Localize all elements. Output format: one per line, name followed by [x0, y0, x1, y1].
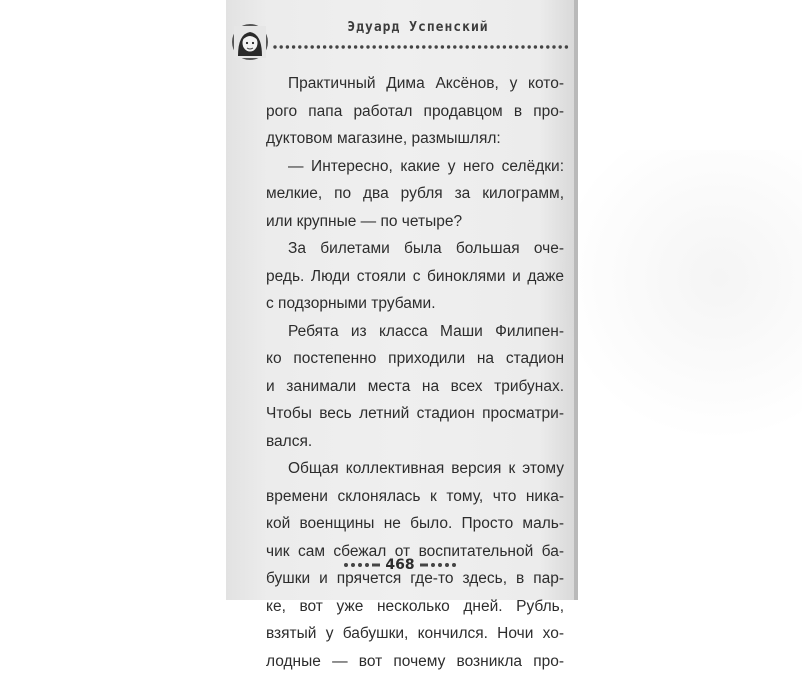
text-line: редь. Люди стояли с биноклями и даже: [266, 263, 564, 291]
text-line: вался.: [266, 428, 564, 456]
book-page: [226, 0, 574, 600]
text-line: лодные — вот почему возникла про-: [266, 648, 564, 675]
text-line: ко постепенно приходили на стадион: [266, 345, 564, 373]
running-header: [226, 0, 574, 62]
show-through-illustration: [526, 150, 802, 470]
text-line: Ребята из класса Маши Филипен-: [266, 318, 564, 346]
text-line: дуктовом магазине, размышлял:: [266, 125, 564, 153]
body-text: [266, 70, 564, 675]
text-line: чик сам сбежал от воспитательной ба-: [266, 538, 564, 566]
text-line: За билетами была большая оче-: [266, 235, 564, 263]
page-edge-shadow: [574, 0, 578, 600]
text-line: ке, вот уже несколько дней. Рубль,: [266, 593, 564, 621]
header-dotted-rule: [272, 43, 570, 51]
text-line: Общая коллективная версия к этому: [266, 455, 564, 483]
text-line: Практичный Дима Аксёнов, у кото-: [266, 70, 564, 98]
footer-dots-right: [419, 561, 457, 569]
author-name: Эдуард Успенский: [298, 20, 538, 35]
text-line: рого папа работал продавцом в про-: [266, 98, 564, 126]
text-line: взятый у бабушки, кончился. Ночи хо-: [266, 620, 564, 648]
footer-dots-left: [343, 561, 381, 569]
text-line: или крупные — по четыре?: [266, 208, 564, 236]
page-footer: [226, 557, 574, 573]
text-line: кой военщины не было. Просто маль-: [266, 510, 564, 538]
text-line: Чтобы весь летний стадион просматри-: [266, 400, 564, 428]
author-portrait-icon: [232, 24, 268, 60]
text-line: бушки и прячется где-то здесь, в пар-: [266, 565, 564, 593]
text-line: времени склонялась к тому, что ника-: [266, 483, 564, 511]
page-number: 468: [385, 557, 414, 573]
text-line: с подзорными трубами.: [266, 290, 564, 318]
text-line: и занимали места на всех трибунах.: [266, 373, 564, 401]
text-line: мелкие, по два рубля за килограмм,: [266, 180, 564, 208]
text-line: — Интересно, какие у него селёдки:: [266, 153, 564, 181]
